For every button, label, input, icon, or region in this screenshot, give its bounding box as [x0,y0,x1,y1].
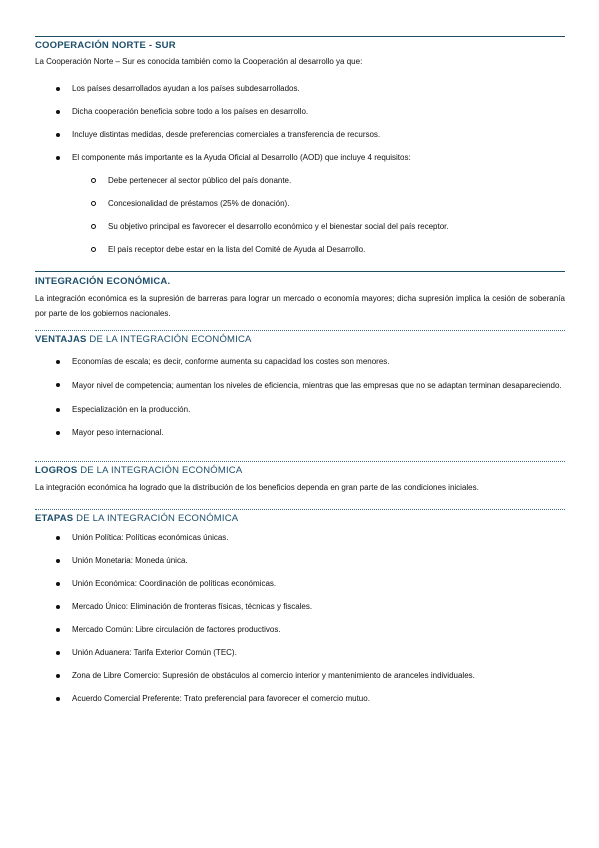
section-rule [35,330,565,331]
list-item: Mayor nivel de competencia; aumentan los niveles de eficiencia, mientras que las empresas que no se adaptan terminan desapareciendo. [35,378,565,393]
intro-paragraph: La Cooperación Norte – Sur es conocida también como la Cooperación al desarrollo ya que: [35,57,363,66]
list-item: Unión Aduanera: Tarifa Exterior Común (TEC). [35,646,565,659]
bullet-icon [56,383,60,387]
list-item: Su objetivo principal es favorecer el desarrollo económico y el bienestar social del país receptor. [35,220,565,233]
section-title: VENTAJAS DE LA INTEGRACIÓN ECONÓMICA [35,334,252,345]
section-logros [35,461,565,495]
section-rule [35,271,565,272]
bullet-icon [56,651,60,655]
list-item: El país receptor debe estar en la lista del Comité de Ayuda al Desarrollo. [35,243,565,256]
list-item: Mercado Común: Libre circulación de factores productivos. [35,623,565,636]
bullet-icon [56,536,60,540]
list-item: El componente más importante es la Ayuda Oficial al Desarrollo (AOD) que incluye 4 requisitos: [35,151,565,164]
section-rule [35,509,565,510]
list-item: Acuerdo Comercial Preferente: Trato preferencial para favorecer el comercio mutuo. [35,692,565,705]
bullet-icon [56,87,60,91]
bullet-icon [56,133,60,137]
list-item: Unión Económica: Coordinación de políticas económicas. [35,577,565,590]
section-etapas [35,509,565,524]
logros-paragraph: La integración económica ha logrado que la distribución de los beneficios dependa en gran parte de las condiciones iniciales. [35,483,479,492]
bullet-icon [56,582,60,586]
section-integracion [35,271,565,321]
section-cooperacion [35,36,565,69]
list-item: Concesionalidad de préstamos (25% de donación). [35,197,565,210]
requisitos-sublist [35,174,565,256]
bullet-icon [56,431,60,435]
circle-bullet-icon [91,247,96,252]
list-item: Mayor peso internacional. [35,426,565,439]
bullet-icon [56,360,60,364]
list-item: Mercado Único: Eliminación de fronteras físicas, técnicas y fiscales. [35,600,565,613]
list-item: Unión Política: Políticas económicas únicas. [35,531,565,544]
list-item: Zona de Libre Comercio: Supresión de obstáculos al comercio interior y mantenimiento de aranceles individuales. [35,669,565,682]
bullet-icon [56,674,60,678]
circle-bullet-icon [91,178,96,183]
bullet-icon [56,697,60,701]
list-item: Especialización en la producción. [35,403,565,416]
bullet-icon [56,156,60,160]
bullet-icon [56,628,60,632]
bullet-icon [56,408,60,412]
list-item: Debe pertenecer al sector público del país donante. [35,174,565,187]
list-item: Economías de escala; es decir, conforme aumenta su capacidad los costes son menores. [35,355,565,368]
section-title: COOPERACIÓN NORTE - SUR [35,40,176,51]
list-item: Unión Monetaria: Moneda única. [35,554,565,567]
list-item: Los países desarrollados ayudan a los países subdesarrollados. [35,82,565,95]
list-item: Incluye distintas medidas, desde preferencias comerciales a transferencia de recursos. [35,128,565,141]
bullet-icon [56,110,60,114]
list-item: Dicha cooperación beneficia sobre todo a los países en desarrollo. [35,105,565,118]
cooperacion-list [35,82,565,164]
ventajas-list [35,355,565,439]
bullet-icon [56,605,60,609]
section-ventajas [35,330,565,345]
section-rule [35,461,565,462]
integracion-paragraph: La integración económica es la supresión de barreras para lograr un mercado o economía mayores; dicha supresión implica la cesión de soberanía por parte de los gobiernos nacionales. [35,294,565,318]
etapas-list [35,531,565,705]
bullet-icon [56,559,60,563]
circle-bullet-icon [91,201,96,206]
section-rule [35,36,565,37]
circle-bullet-icon [91,224,96,229]
section-title: ETAPAS DE LA INTEGRACIÓN ECONÓMICA [35,513,239,524]
section-title: INTEGRACIÓN ECONÓMICA. [35,276,171,287]
section-title: LOGROS DE LA INTEGRACIÓN ECONÓMICA [35,465,243,476]
